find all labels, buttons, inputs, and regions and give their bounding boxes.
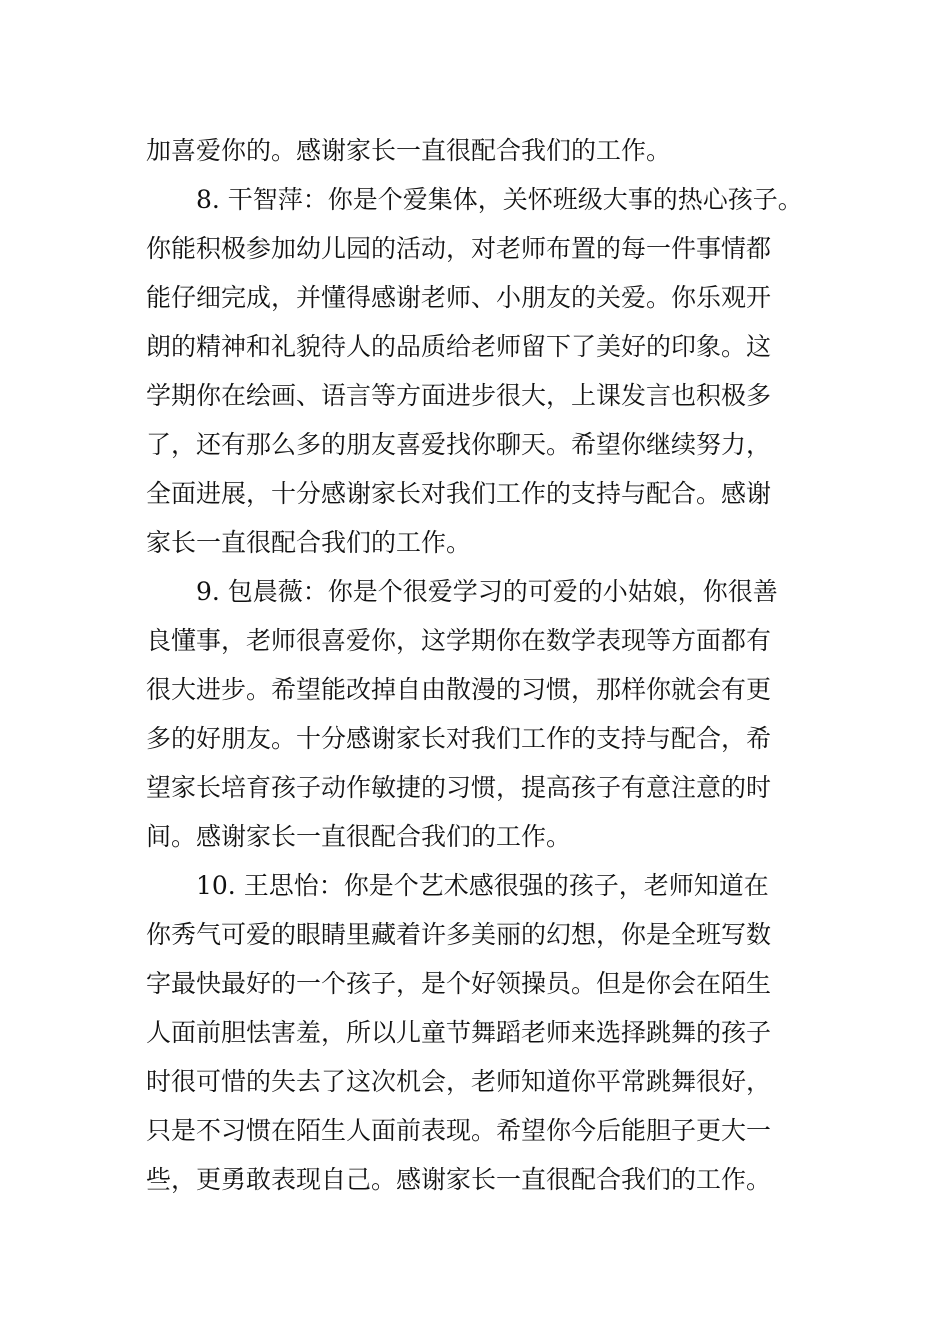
text-line: 字最快最好的一个孩子，是个好领操员。但是你会在陌生 [146, 969, 772, 998]
text-line: 良懂事，老师很喜爱你，这学期你在数学表现等方面都有 [146, 626, 772, 655]
text-line: 家长一直很配合我们的工作。 [146, 528, 472, 557]
text-line: 多的好朋友。十分感谢家长对我们工作的支持与配合，希 [146, 724, 772, 753]
text-line: 全面进展，十分感谢家长对我们工作的支持与配合。感谢 [146, 479, 772, 508]
text-line: 你秀气可爱的眼睛里藏着许多美丽的幻想，你是全班写数 [146, 920, 772, 949]
text-line: 间。感谢家长一直很配合我们的工作。 [146, 822, 572, 851]
text-line: 望家长培育孩子动作敏捷的习惯，提高孩子有意注意的时 [146, 773, 772, 802]
paragraph-start-line: 8. 干智萍：你是个爱集体，关怀班级大事的热心孩子。 [196, 185, 803, 214]
paragraph-start-line: 9. 包晨薇：你是个很爱学习的可爱的小姑娘，你很善 [196, 577, 778, 606]
text-line: 很大进步。希望能改掉自由散漫的习惯，那样你就会有更 [146, 675, 772, 704]
text-line: 学期你在绘画、语言等方面进步很大，上课发言也积极多 [146, 381, 772, 410]
text-line: 了，还有那么多的朋友喜爱找你聊天。希望你继续努力， [146, 430, 772, 459]
text-line: 加喜爱你的。感谢家长一直很配合我们的工作。 [146, 136, 672, 165]
document-body [146, 126, 826, 1204]
text-line: 人面前胆怯害羞，所以儿童节舞蹈老师来选择跳舞的孩子 [146, 1018, 772, 1047]
paragraph-start-line: 10. 王思怡：你是个艺术感很强的孩子，老师知道在 [196, 871, 769, 900]
text-line: 能仔细完成，并懂得感谢老师、小朋友的关爱。你乐观开 [146, 283, 772, 312]
text-line: 你能积极参加幼儿园的活动，对老师布置的每一件事情都 [146, 234, 772, 263]
text-line: 时很可惜的失去了这次机会，老师知道你平常跳舞很好， [146, 1067, 772, 1096]
text-line: 只是不习惯在陌生人面前表现。希望你今后能胆子更大一 [146, 1116, 772, 1145]
text-line: 些，更勇敢表现自己。感谢家长一直很配合我们的工作。 [146, 1165, 772, 1194]
text-line: 朗的精神和礼貌待人的品质给老师留下了美好的印象。这 [146, 332, 772, 361]
